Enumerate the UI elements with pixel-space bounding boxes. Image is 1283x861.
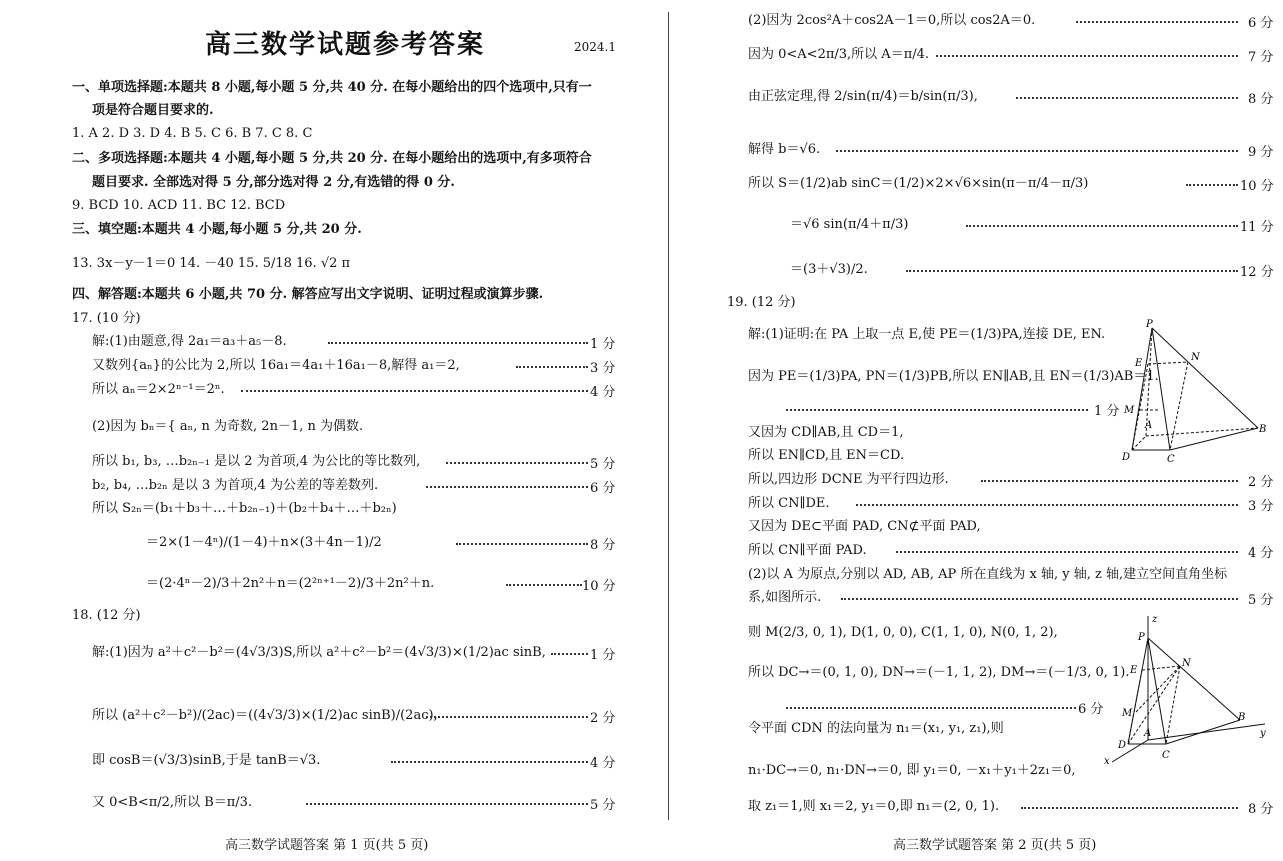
- score-label: 1 分: [590, 337, 616, 352]
- score-label: 6 分: [1078, 702, 1104, 717]
- figure-label: M: [1124, 405, 1135, 416]
- leader-dots: [456, 542, 588, 545]
- leader-dots: [391, 760, 588, 763]
- score-label: 11 分: [1240, 220, 1274, 235]
- score-label: 9 分: [1248, 145, 1274, 160]
- page-title: 高三数学试题参考答案: [205, 30, 486, 60]
- q18-part2-step-1: (2)因为 2cos²A＋cos2A－1＝0,所以 cos2A＝0.: [748, 13, 1036, 28]
- score-label: 8 分: [590, 538, 616, 553]
- q19-step-11: 则 M(2/3, 0, 1), D(1, 0, 0), C(1, 1, 0), N(0, 1, 2),: [748, 625, 1058, 640]
- q17-step-6: b₂, b₄, …b₂ₙ 是以 3 为首项,4 为公差的等差数列.: [92, 478, 379, 493]
- pyramid-figure-2: [1100, 612, 1272, 770]
- score-label: 1 分: [1094, 404, 1120, 419]
- q17-step-5: 所以 b₁, b₃, …b₂ₙ₋₁ 是以 2 为首项,4 为公比的等比数列,: [92, 454, 421, 469]
- page-1-footer: 高三数学试题答案 第 1 页(共 5 页): [225, 838, 429, 853]
- score-label: 8 分: [1248, 92, 1274, 107]
- section-1-answers: 1. A 2. D 3. D 4. B 5. C 6. B 7. C 8. C: [72, 126, 313, 141]
- score-label: 8 分: [1248, 802, 1274, 817]
- q19-step-3: 又因为 CD∥AB,且 CD＝1,: [748, 425, 904, 440]
- q17-step-8: ＝2×(1－4ⁿ)/(1－4)＋n×(3＋4n－1)/2: [146, 535, 382, 550]
- q17-heading: 17. (10 分): [72, 311, 141, 326]
- q19-step-1: 解:(1)证明:在 PA 上取一点 E,使 PE＝(1/3)PA,连接 DE, EN.: [748, 327, 1106, 342]
- q19-step-15: 取 z₁＝1,则 x₁＝2, y₁＝0,即 n₁＝(2, 0, 1).: [748, 799, 1000, 814]
- q18-heading: 18. (12 分): [72, 608, 141, 623]
- leader-dots: [786, 408, 1088, 411]
- figure-label: C: [1162, 750, 1170, 761]
- leader-dots: [241, 389, 588, 392]
- section-2-heading: 二、多项选择题:本题共 4 小题,每小题 5 分,共 20 分. 在每小题给出的选项中,有多项符合: [72, 151, 592, 166]
- score-label: 3 分: [590, 361, 616, 376]
- q18-step-4: 又 0<B<π/2,所以 B＝π/3.: [92, 795, 253, 810]
- score-label: 1 分: [590, 648, 616, 663]
- figure-label: E: [1135, 358, 1143, 369]
- figure-label: M: [1122, 708, 1133, 719]
- leader-dots: [516, 365, 588, 368]
- q19-heading: 19. (12 分): [727, 295, 796, 310]
- q19-step-6: 所以 CN∥DE.: [748, 496, 830, 511]
- q18-part2-step-5: 所以 S＝(1/2)ab sinC＝(1/2)×2×√6×sin(π－π/4－π/3): [748, 176, 1089, 191]
- score-label: 5 分: [590, 457, 616, 472]
- q18-part2-step-2: 因为 0<A<2π/3,所以 A＝π/4.: [748, 47, 930, 62]
- figure-label: B: [1238, 712, 1246, 723]
- q19-step-8: 所以 CN∥平面 PAD.: [748, 543, 867, 558]
- score-label: 5 分: [1248, 593, 1274, 608]
- leader-dots: [936, 54, 1238, 57]
- leader-dots: [506, 583, 582, 586]
- score-label: 10 分: [1240, 179, 1274, 194]
- axis-label-y: y: [1260, 728, 1266, 739]
- leader-dots: [981, 479, 1238, 482]
- score-label: 3 分: [1248, 499, 1274, 514]
- q18-step-2: 所以 (a²＋c²－b²)/(2ac)＝((4√3/3)×(1/2)ac sinB)/(2ac),: [92, 708, 438, 723]
- figure-label: N: [1191, 352, 1200, 363]
- section-1-heading: 一、单项选择题:本题共 8 小题,每小题 5 分,共 40 分. 在每小题给出的四个选项中,只有一: [72, 80, 592, 95]
- leader-dots: [1016, 96, 1238, 99]
- section-2-heading-cont: 题目要求. 全部选对得 5 分,部分选对得 2 分,有选错的得 0 分.: [92, 175, 455, 190]
- figure-label: P: [1138, 632, 1145, 643]
- q17-step-1: 解:(1)由题意,得 2a₁＝a₃＋a₅－8.: [92, 334, 287, 349]
- section-1-heading-cont: 项是符合题目要求的.: [92, 103, 214, 118]
- q19-step-9: (2)以 A 为原点,分别以 AD, AB, AP 所在直线为 x 轴, y 轴, z 轴,建立空间直角坐标: [748, 567, 1228, 582]
- leader-dots: [1186, 183, 1238, 186]
- score-label: 6 分: [1248, 16, 1274, 31]
- axis-label-z: z: [1152, 614, 1158, 625]
- leader-dots: [1076, 20, 1238, 23]
- leader-dots: [856, 503, 1238, 506]
- score-label: 6 分: [590, 481, 616, 496]
- figure-label: N: [1182, 658, 1191, 669]
- score-label: 2 分: [1248, 475, 1274, 490]
- q17-step-3: 所以 aₙ＝2×2ⁿ⁻¹＝2ⁿ.: [92, 382, 225, 397]
- section-3-answers: 13. 3x－y－1＝0 14. －40 15. 5/18 16. √2 π: [72, 256, 351, 271]
- figure-label: P: [1146, 319, 1153, 330]
- figure-label: D: [1122, 452, 1131, 463]
- exam-date: 2024.1: [574, 40, 616, 54]
- leader-dots: [836, 149, 1238, 152]
- score-label: 10 分: [582, 579, 616, 594]
- figure-label: C: [1167, 454, 1175, 465]
- leader-dots: [841, 597, 1238, 600]
- score-label: 4 分: [1248, 546, 1274, 561]
- section-3-heading: 三、填空题:本题共 4 小题,每小题 5 分,共 20 分.: [72, 222, 362, 237]
- leader-dots: [426, 715, 588, 718]
- q18-part2-step-7: ＝(3＋√3)/2.: [790, 262, 868, 277]
- leader-dots: [966, 224, 1238, 227]
- q18-part2-step-6: ＝√6 sin(π/4＋π/3): [790, 217, 909, 232]
- q19-step-2: 因为 PE＝(1/3)PA, PN＝(1/3)PB,所以 EN∥AB,且 EN＝(1/3)AB＝1.: [748, 369, 1159, 384]
- score-label: 4 分: [590, 385, 616, 400]
- score-label: 12 分: [1240, 265, 1274, 280]
- q19-step-5: 所以,四边形 DCNE 为平行四边形.: [748, 472, 949, 487]
- score-label: 5 分: [590, 798, 616, 813]
- page-divider: [668, 12, 669, 820]
- figure-label: A: [1144, 728, 1152, 739]
- q18-part2-step-3: 由正弦定理,得 2/sin(π/4)＝b/sin(π/3),: [748, 89, 978, 104]
- figure-label: D: [1118, 740, 1127, 751]
- leader-dots: [1021, 806, 1238, 809]
- axis-label-x: x: [1104, 756, 1110, 767]
- q19-step-7: 又因为 DE⊂平面 PAD, CN⊄平面 PAD,: [748, 519, 981, 534]
- q17-step-7: 所以 S₂ₙ＝(b₁＋b₃＋…＋b₂ₙ₋₁)＋(b₂＋b₄＋…＋b₂ₙ): [92, 501, 397, 516]
- q18-step-1: 解:(1)因为 a²＋c²－b²＝(4√3/3)S,所以 a²＋c²－b²＝(4√3/3)×(1/2)ac sinB,: [92, 645, 546, 660]
- figure-label: A: [1145, 420, 1153, 431]
- q19-step-10: 系,如图所示.: [748, 590, 822, 605]
- q17-step-2: 又数列{aₙ}的公比为 2,所以 16a₁＝4a₁＋16a₁－8,解得 a₁＝2,: [92, 358, 460, 373]
- q18-step-3: 即 cosB＝(√3/3)sinB,于是 tanB＝√3.: [92, 753, 321, 768]
- figure-label: B: [1259, 424, 1267, 435]
- score-label: 4 分: [590, 756, 616, 771]
- q17-step-4: (2)因为 bₙ＝{ aₙ, n 为奇数, 2n－1, n 为偶数.: [92, 419, 364, 434]
- page-2-footer: 高三数学试题答案 第 2 页(共 5 页): [893, 838, 1097, 853]
- leader-dots: [328, 341, 588, 344]
- pyramid-figure-1: [1118, 318, 1274, 466]
- q19-step-14: n₁·DC→＝0, n₁·DN→＝0, 即 y₁＝0, －x₁＋y₁＋2z₁＝0,: [748, 763, 1076, 778]
- score-label: 2 分: [590, 711, 616, 726]
- section-4-heading: 四、解答题:本题共 6 小题,共 70 分. 解答应写出文字说明、证明过程或演算步骤.: [72, 287, 544, 302]
- q19-step-13: 令平面 CDN 的法向量为 n₁＝(x₁, y₁, z₁),则: [748, 721, 1004, 736]
- section-2-answers: 9. BCD 10. ACD 11. BC 12. BCD: [72, 198, 286, 213]
- score-label: 7 分: [1248, 50, 1274, 65]
- q19-step-4: 所以 EN∥CD,且 EN＝CD.: [748, 448, 905, 463]
- leader-dots: [551, 652, 588, 655]
- q18-part2-step-4: 解得 b＝√6.: [748, 142, 821, 157]
- q17-step-9: ＝(2·4ⁿ－2)/3＋2n²＋n＝(2²ⁿ⁺¹－2)/3＋2n²＋n.: [146, 576, 435, 591]
- q19-step-12: 所以 DC→＝(0, 1, 0), DN→＝(－1, 1, 2), DM→＝(－1/3, 0, 1).: [748, 665, 1130, 680]
- leader-dots: [446, 461, 588, 464]
- leader-dots: [306, 802, 588, 805]
- leader-dots: [906, 269, 1238, 272]
- leader-dots: [896, 550, 1238, 553]
- leader-dots: [786, 706, 1076, 709]
- leader-dots: [426, 485, 588, 488]
- figure-label: E: [1130, 665, 1138, 676]
